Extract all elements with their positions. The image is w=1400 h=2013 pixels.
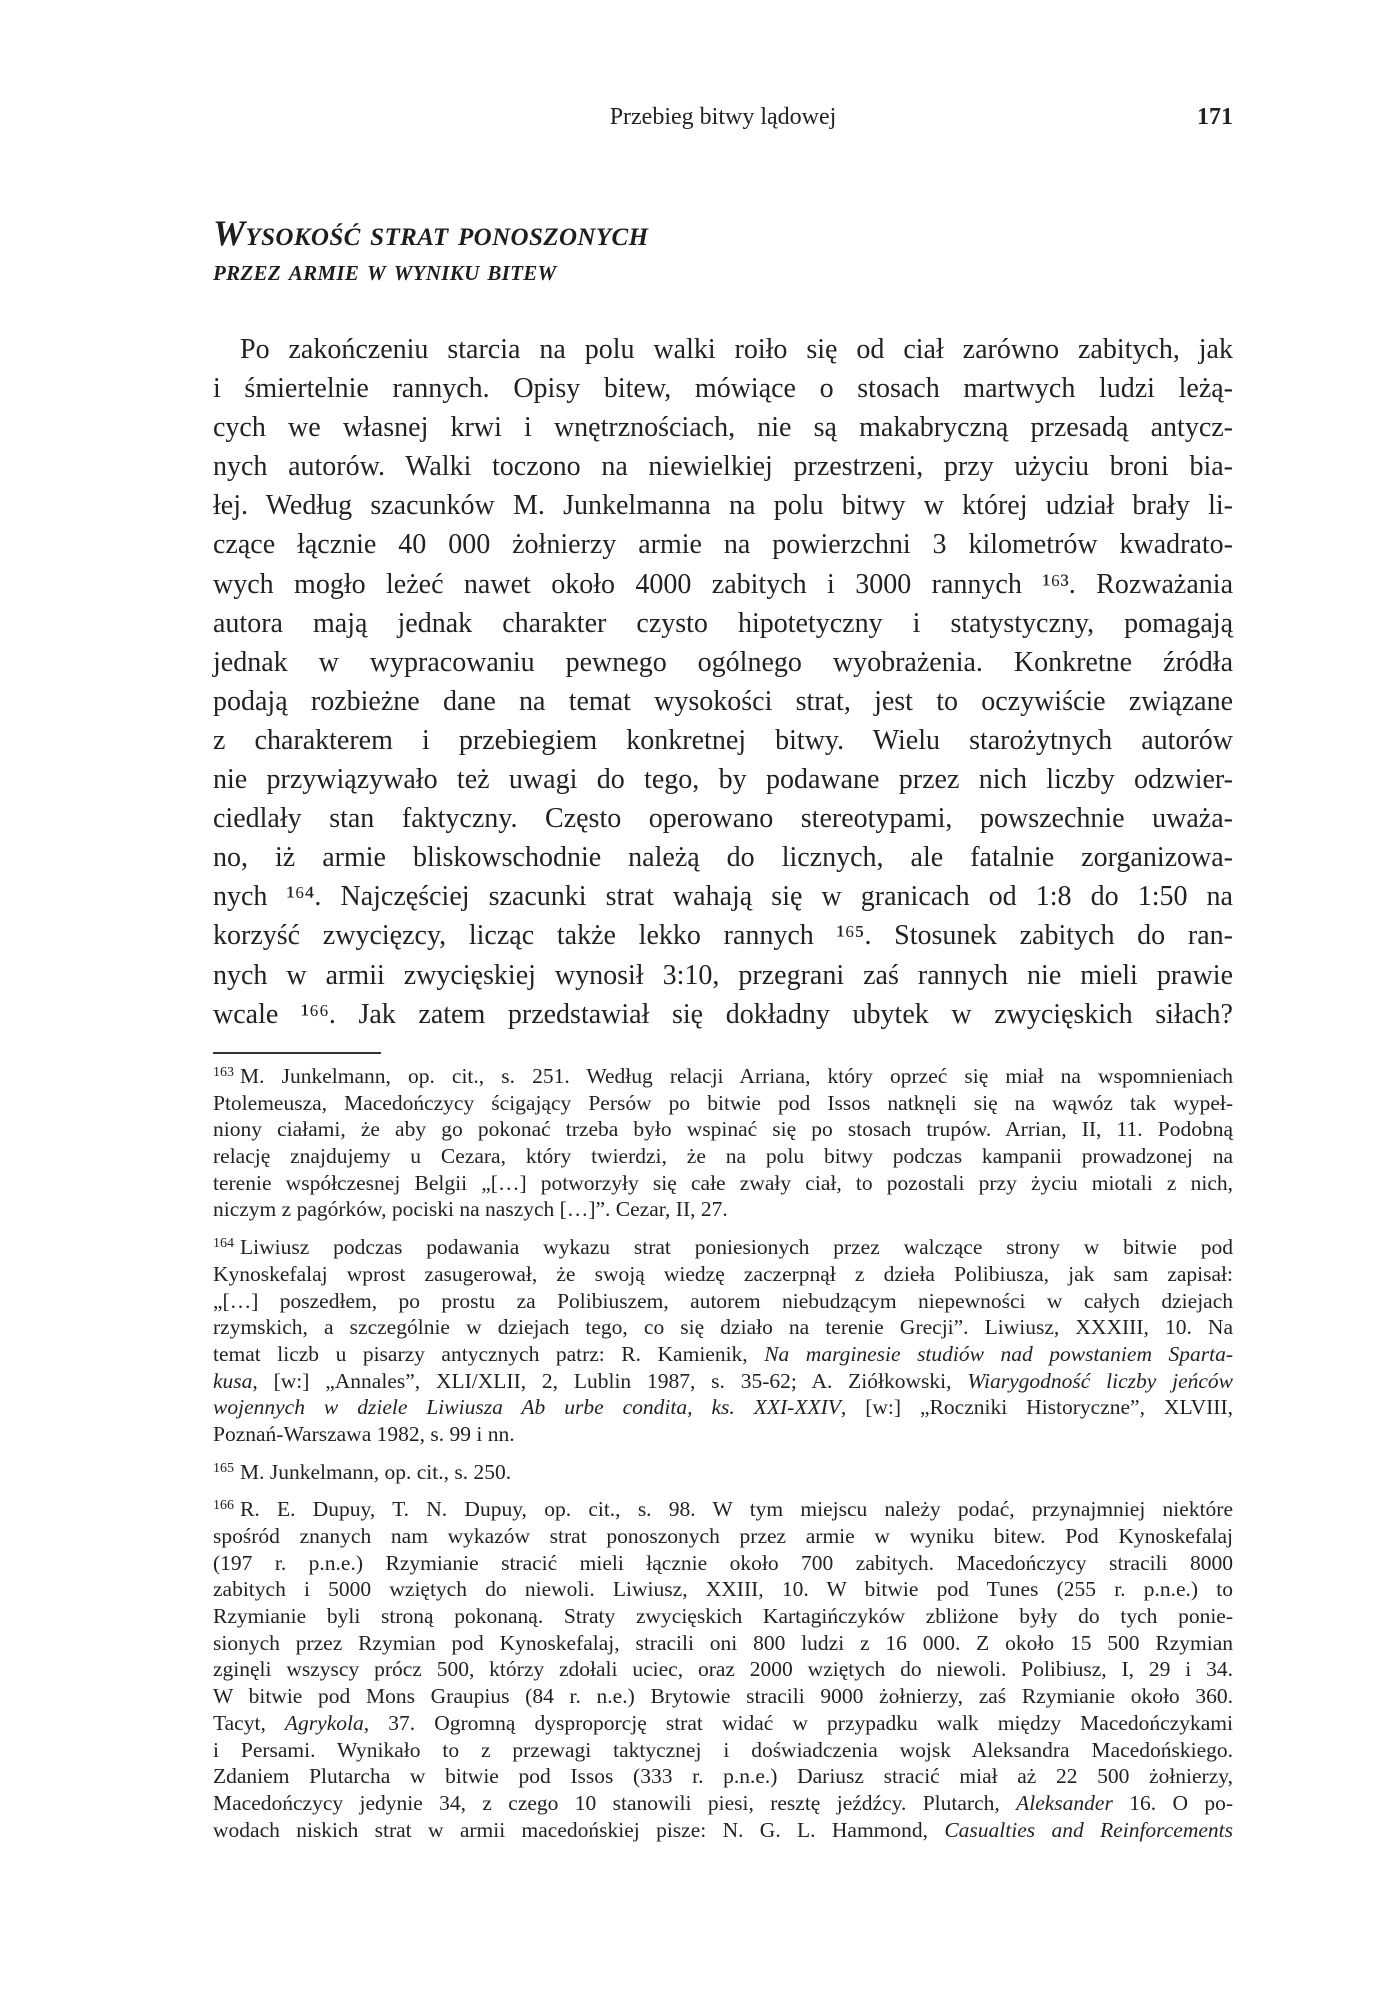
body-line: cych we własnej krwi i wnętrznościach, nie są makabryczną przesadą antycz- bbox=[213, 412, 1233, 444]
footnote-text: rzymskich, a szczególnie w dziejach tego, co się działo na terenie Grecji”. Liwiusz, XXXIII, 10. Na bbox=[213, 1315, 1233, 1340]
body-line: jednak w wypracowaniu pewnego ogólnego wyobrażenia. Konkretne źródła bbox=[213, 646, 1233, 678]
footnote-text: Macedończycy jedynie 34, z czego 10 stanowili piesi, resztę jeźdźcy. Plutarch, Aleksander 16. O po- bbox=[213, 1790, 1233, 1815]
footnote-text: Rzymianie byli stroną pokonaną. Straty zwycięskich Kartagińczyków zbliżone były do tych ponie- bbox=[213, 1604, 1233, 1629]
body-line: wych mogło leżeć nawet około 4000 zabitych i 3000 rannych ¹⁶³. Rozważania bbox=[213, 568, 1233, 600]
body-line: czące łącznie 40 000 żołnierzy armie na powierzchni 3 kilometrów kwadrato- bbox=[213, 529, 1233, 561]
footnote-text: temat liczb u pisarzy antycznych patrz: R. Kamienik, Na marginesie studiów nad powstaniem Sparta- bbox=[213, 1341, 1233, 1366]
footnote-line bbox=[213, 1496, 1233, 1523]
body-line: wcale ¹⁶⁶. Jak zatem przedstawiał się dokładny ubytek w zwycięskich siłach? bbox=[213, 998, 1233, 1030]
footnote-text: Liwiusz podczas podawania wykazu strat poniesionych przez walczące strony w bitwie pod bbox=[240, 1235, 1233, 1260]
footnote-line bbox=[213, 1656, 1233, 1683]
footnote-line bbox=[213, 1288, 1233, 1315]
body-line: łej. Według szacunków M. Junkelmanna na polu bitwy w której udział brały li- bbox=[213, 490, 1233, 522]
footnote-line bbox=[213, 1459, 1233, 1486]
footnote-text: Ptolemeusza, Macedończycy ścigający Persów po bitwie pod Issos natknęli się na wąwóz tak wypeł- bbox=[213, 1090, 1233, 1115]
footnote-number: 165 bbox=[213, 1460, 234, 1476]
footnote-text: Zdaniem Plutarcha w bitwie pod Issos (333 r. p.n.e.) Dariusz stracić miał aż 22 500 żołnierzy, bbox=[213, 1764, 1233, 1789]
footnote-text: niczym z pagórków, pociski na naszych […]”. Cezar, II, 27. bbox=[213, 1197, 728, 1222]
body-line: nie przywiązywało też uwagi do tego, by podawane przez nich liczby odzwier- bbox=[213, 764, 1233, 796]
footnote-text: M. Junkelmann, op. cit., s. 250. bbox=[240, 1459, 512, 1484]
footnote-line bbox=[213, 1143, 1233, 1170]
body-paragraph bbox=[213, 330, 1233, 1034]
footnote-number: 164 bbox=[213, 1236, 234, 1252]
footnote-line bbox=[213, 1523, 1233, 1550]
footnote-text: Kynoskefalaj wprost zasugerował, że swoją wiedzę zaczerpnął z dzieła Polibiusza, jak sam zapisał: bbox=[213, 1261, 1233, 1286]
footnote-text: terenie współczesnej Belgii „[…] potworzyły się całe zwały ciał, to pozostali przy życiu miotali z nich, bbox=[213, 1170, 1233, 1195]
body-line: ciedlały stan faktyczny. Często operowano stereotypami, powszechnie uważa- bbox=[213, 803, 1233, 835]
footnote-text: Poznań-Warszawa 1982, s. 99 i nn. bbox=[213, 1421, 515, 1446]
footnote-line bbox=[213, 1603, 1233, 1630]
footnotes bbox=[213, 1063, 1233, 1854]
footnote-number: 163 bbox=[213, 1065, 234, 1080]
footnote-line bbox=[213, 1737, 1233, 1764]
footnote-text: niony ciałami, że aby go pokonać trzeba było wspinać się po stosach trupów. Arrian, II, 11. Podobną bbox=[213, 1117, 1233, 1142]
footnote-line bbox=[213, 1368, 1233, 1395]
footnote-line bbox=[213, 1683, 1233, 1710]
body-line: z charakterem i przebiegiem konkretnej bitwy. Wielu starożytnych autorów bbox=[213, 724, 1233, 756]
body-line: nych ¹⁶⁴. Najczęściej szacunki strat wahają się w granicach od 1:8 do 1:50 na bbox=[213, 881, 1233, 913]
footnote-text: „[…] poszedłem, po prostu za Polibiuszem, autorem niebudzącym niepewności w całych dziejach bbox=[213, 1288, 1233, 1313]
running-head bbox=[213, 104, 1233, 134]
footnote-text: zabitych i 5000 wziętych do niewoli. Liwiusz, XXIII, 10. W bitwie pod Tunes (255 r. p.n.e.) to bbox=[213, 1577, 1233, 1602]
footnote-text: wodach niskich strat w armii macedońskiej pisze: N. G. L. Hammond, Casualties and Reinforcements bbox=[213, 1817, 1233, 1842]
footnote-line bbox=[213, 1170, 1233, 1197]
body-line: nych autorów. Walki toczono na niewielkiej przestrzeni, przy użyciu broni bia- bbox=[213, 451, 1233, 483]
body-line: korzyść zwycięzcy, licząc także lekko rannych ¹⁶⁵. Stosunek zabitych do ran- bbox=[213, 920, 1233, 952]
footnote-165 bbox=[213, 1459, 1233, 1486]
footnote-text: sionych przez Rzymian pod Kynoskefalaj, stracili oni 800 ludzi z 16 000. Z około 15 500 Rzymian bbox=[213, 1630, 1233, 1655]
footnote-line bbox=[213, 1341, 1233, 1368]
section-heading bbox=[213, 212, 1233, 288]
footnote-text: relację znajdujemy u Cezara, który twierdzi, że na polu bitwy podczas kampanii prowadzonej na bbox=[213, 1144, 1233, 1169]
body-line: Po zakończeniu starcia na polu walki roiło się od ciał zarówno zabitych, jak bbox=[240, 334, 1233, 365]
footnote-text: wojennych w dziele Liwiusza Ab urbe condita, ks. XXI-XXIV, [w:] „Roczniki Historyczne”, XLVIII, bbox=[213, 1395, 1233, 1420]
footnote-line bbox=[213, 1196, 1233, 1223]
footnote-text: i Persami. Wynikało to z przewagi taktycznej i doświadczenia wojsk Aleksandra Macedońskiego. bbox=[213, 1737, 1233, 1762]
footnote-text: R. E. Dupuy, T. N. Dupuy, op. cit., s. 98. W tym miejscu należy podać, przynajmniej niektóre bbox=[240, 1497, 1233, 1522]
running-title: Przebieg bitwy lądowej bbox=[609, 104, 837, 130]
section-heading-line-2: przez armie w wyniku bitew bbox=[213, 254, 557, 287]
footnote-line bbox=[213, 1790, 1233, 1817]
footnote-line bbox=[213, 1630, 1233, 1657]
body-line: nych w armii zwycięskiej wynosił 3:10, przegrani zaś rannych nie mieli prawie bbox=[213, 959, 1233, 991]
footnote-line bbox=[213, 1394, 1233, 1421]
footnote-text: Tacyt, Agrykola, 37. Ogromną dysproporcję strat widać w przypadku walk między Macedończykami bbox=[213, 1710, 1233, 1735]
footnote-line bbox=[213, 1063, 1233, 1090]
footnote-line bbox=[213, 1763, 1233, 1790]
body-line: podają rozbieżne dane na temat wysokości strat, jest to oczywiście związane bbox=[213, 685, 1233, 717]
section-heading-line-1: Wysokość strat ponoszonych bbox=[213, 213, 649, 253]
footnote-166 bbox=[213, 1496, 1233, 1843]
footnote-line bbox=[213, 1116, 1233, 1143]
footnote-text: (197 r. p.n.e.) Rzymianie stracić mieli łącznie około 700 zabitych. Macedończycy stracili 8000 bbox=[213, 1550, 1233, 1575]
body-line: autora mają jednak charakter czysto hipotetyczny i statystyczny, pomagają bbox=[213, 607, 1233, 639]
footnote-separator bbox=[213, 1052, 381, 1054]
footnote-line bbox=[213, 1550, 1233, 1577]
body-line: no, iż armie bliskowschodnie należą do licznych, ale fatalnie zorganizowa- bbox=[213, 842, 1233, 874]
footnote-text: M. Junkelmann, op. cit., s. 251. Według relacji Arriana, który oprzeć się miał na wspomnieniach bbox=[240, 1064, 1233, 1088]
body-line: i śmiertelnie rannych. Opisy bitew, mówiące o stosach martwych ludzi leżą- bbox=[213, 373, 1233, 405]
footnote-line bbox=[213, 1576, 1233, 1603]
footnote-line bbox=[213, 1090, 1233, 1117]
footnote-line bbox=[213, 1314, 1233, 1341]
footnote-163 bbox=[213, 1063, 1233, 1223]
footnote-line bbox=[213, 1234, 1233, 1261]
footnote-number: 166 bbox=[213, 1498, 234, 1514]
footnote-text: kusa, [w:] „Annales”, XLI/XLII, 2, Lublin 1987, s. 35-62; A. Ziółkowski, Wiarygodność liczby jeńców bbox=[213, 1368, 1233, 1393]
footnote-line bbox=[213, 1710, 1233, 1737]
footnote-line bbox=[213, 1421, 1233, 1448]
footnote-line bbox=[213, 1261, 1233, 1288]
page-number: 171 bbox=[1197, 104, 1233, 130]
footnote-text: W bitwie pod Mons Graupius (84 r. n.e.) Brytowie stracili 9000 żołnierzy, zaś Rzymianie około 360. bbox=[213, 1684, 1233, 1709]
footnote-line bbox=[213, 1817, 1233, 1844]
footnote-text: zginęli wszyscy prócz 500, którzy zdołali uciec, oraz 2000 wziętych do niewoli. Polibiusz, I, 29 i 34. bbox=[213, 1657, 1233, 1682]
footnote-text: spośród znanych nam wykazów strat ponoszonych przez armie w wyniku bitew. Pod Kynoskefalaj bbox=[213, 1524, 1233, 1548]
footnote-164 bbox=[213, 1234, 1233, 1448]
